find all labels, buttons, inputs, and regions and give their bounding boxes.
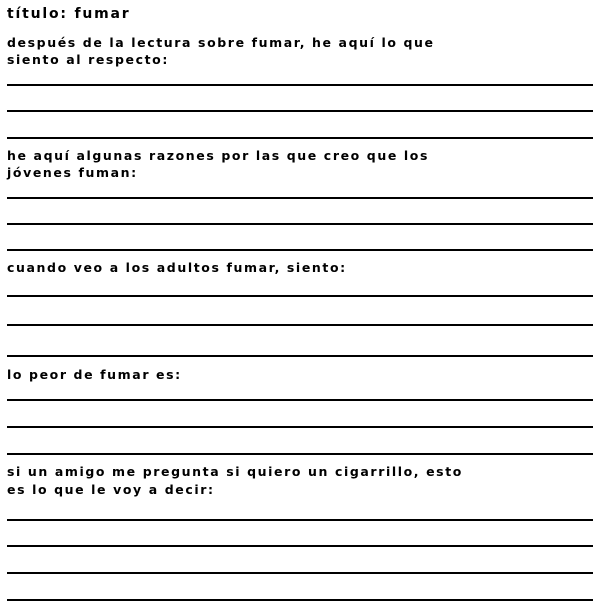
- answer-line[interactable]: [7, 197, 593, 199]
- section-prompt-line: si un amigo me pregunta si quiero un cigarrillo, esto: [7, 464, 463, 479]
- answer-line[interactable]: [7, 426, 593, 428]
- section-prompt-line: he aquí algunas razones por las que creo que los: [7, 148, 429, 163]
- answer-line[interactable]: [7, 545, 593, 547]
- answer-line[interactable]: [7, 110, 593, 112]
- answer-line[interactable]: [7, 572, 593, 574]
- answer-line[interactable]: [7, 249, 593, 251]
- section-prompt-line: lo peor de fumar es:: [7, 367, 182, 382]
- section-prompt-line: después de la lectura sobre fumar, he aquí lo que: [7, 35, 435, 50]
- answer-line[interactable]: [7, 519, 593, 521]
- section-prompt-line: siento al respecto:: [7, 52, 169, 67]
- section-prompt-line: cuando veo a los adultos fumar, siento:: [7, 260, 347, 275]
- answer-line[interactable]: [7, 295, 593, 297]
- answer-line[interactable]: [7, 355, 593, 357]
- answer-line[interactable]: [7, 84, 593, 86]
- section-prompt-line: es lo que le voy a decir:: [7, 482, 215, 497]
- answer-line[interactable]: [7, 399, 593, 401]
- answer-line[interactable]: [7, 324, 593, 326]
- worksheet-title: título: fumar: [7, 6, 131, 22]
- answer-line[interactable]: [7, 453, 593, 455]
- section-prompt-line: jóvenes fuman:: [7, 165, 138, 180]
- answer-line[interactable]: [7, 223, 593, 225]
- answer-line[interactable]: [7, 599, 593, 601]
- answer-line[interactable]: [7, 137, 593, 139]
